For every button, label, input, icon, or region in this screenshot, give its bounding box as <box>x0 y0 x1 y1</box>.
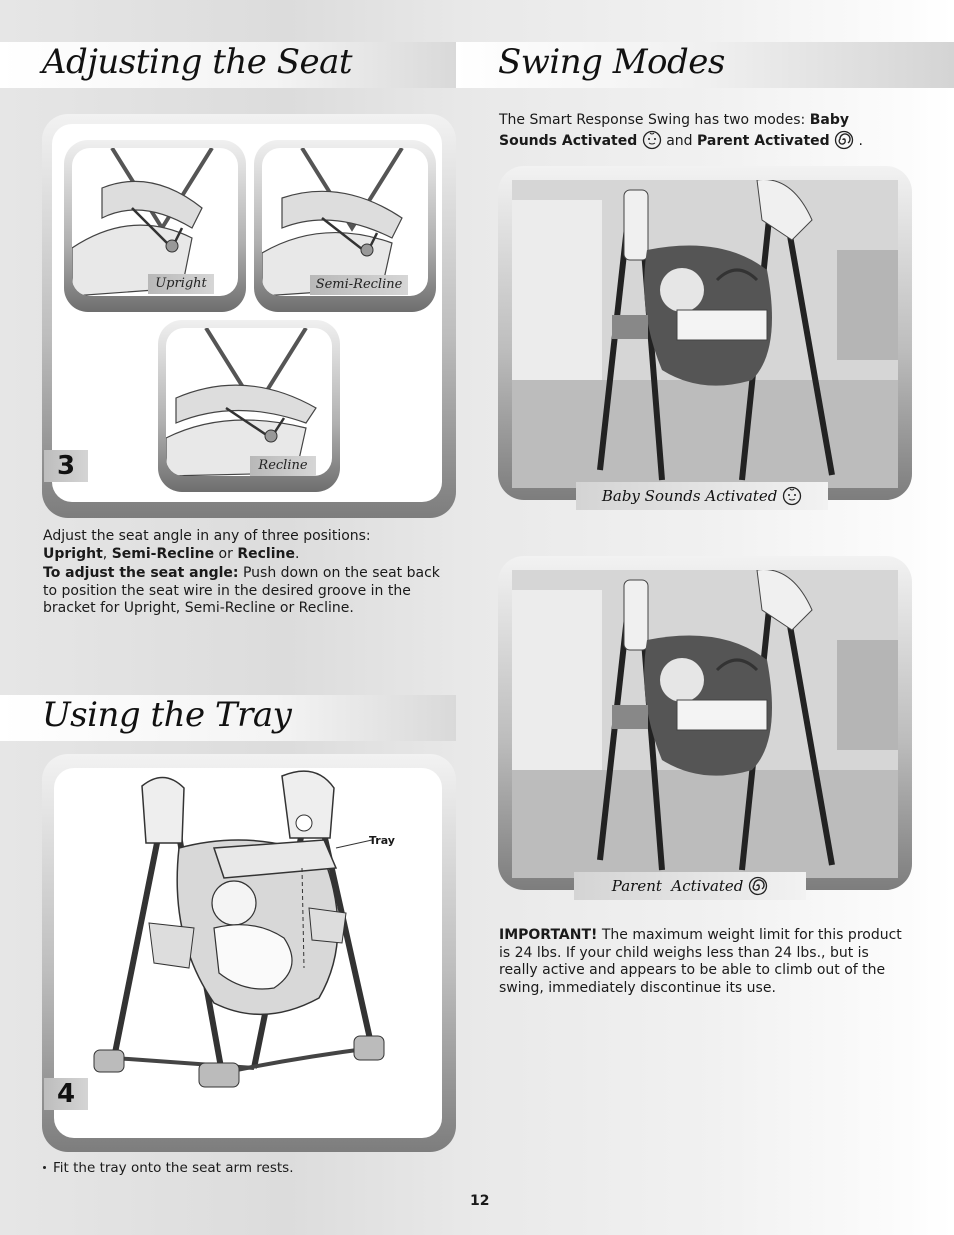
adjusting-intro-line: Adjust the seat angle in any of three positions: <box>43 528 371 544</box>
intro-upright: Upright <box>43 545 103 562</box>
intro-or: or <box>214 545 238 562</box>
swing-intro-end: . <box>854 132 864 149</box>
swing-intro <box>499 112 889 150</box>
semi-recline-label: Semi-Recline <box>310 275 408 295</box>
swing-intro-pre: The Smart Response Swing has two modes: <box>499 112 810 128</box>
swing-photo-2 <box>512 570 898 878</box>
adjusting-heading: Adjusting the Seat <box>42 42 353 82</box>
step-3-number: 3 <box>44 450 88 482</box>
important-text: The maximum weight limit for this product is 24 lbs. If your child weighs less than 24 lbs., but is really active and appears to be able to climb out of the swing, immediately discontinue its use. <box>499 927 902 996</box>
caption-2-text: Parent Activated <box>611 877 744 895</box>
adjusting-instructions <box>43 528 443 618</box>
caption-baby-face-icon <box>782 486 802 506</box>
baby-face-icon <box>642 130 662 150</box>
semi-recline-illustration <box>262 148 428 296</box>
how-text: Push down on the seat back to position the seat wire in the desired groove in the bracket for Upright, Semi-Recline or Recline. <box>43 565 440 616</box>
semi-recline-drawing <box>262 148 428 296</box>
swing-intro-and: and <box>666 132 697 149</box>
baby-sounds-photo <box>512 180 898 488</box>
adjusting-how-paragraph <box>43 565 443 618</box>
intro-end: . <box>294 545 300 562</box>
tray-illustration-inner <box>54 768 442 1138</box>
page-number: 12 <box>470 1193 490 1209</box>
adjusting-positions-line <box>43 546 443 564</box>
important-note <box>499 927 909 997</box>
swing-tray-drawing <box>54 768 442 1138</box>
tray-callout-label: Tray <box>369 834 395 847</box>
swirl-icon <box>834 130 854 150</box>
how-label: To adjust the seat angle: <box>43 565 239 581</box>
step-4-number: 4 <box>44 1078 88 1110</box>
mode-baby-sounds: Baby Sounds Activated <box>499 112 849 149</box>
mode-parent: Parent Activated <box>696 132 830 149</box>
important-label: IMPORTANT! <box>499 927 598 943</box>
baby-sounds-caption <box>576 482 828 510</box>
upright-label: Upright <box>148 274 214 294</box>
tray-bullet <box>43 1160 294 1178</box>
parent-caption <box>574 872 806 900</box>
intro-sep: , <box>102 545 112 562</box>
intro-recline: Recline <box>237 545 295 562</box>
tray-heading: Using the Tray <box>42 695 292 735</box>
parent-photo <box>512 570 898 878</box>
caption-1-text: Baby Sounds Activated <box>601 487 778 505</box>
swing-photo-1 <box>512 180 898 488</box>
swing-heading: Swing Modes <box>498 42 725 82</box>
recline-drawing <box>166 328 332 476</box>
bullet-dot <box>43 1166 46 1169</box>
tray-illustration-panel <box>42 754 456 1152</box>
recline-label: Recline <box>250 456 316 476</box>
recline-illustration <box>166 328 332 476</box>
intro-semi-recline: Semi-Recline <box>111 545 215 562</box>
tray-bullet-text: Fit the tray onto the seat arm rests. <box>53 1160 294 1176</box>
caption-swirl-icon <box>748 876 768 896</box>
